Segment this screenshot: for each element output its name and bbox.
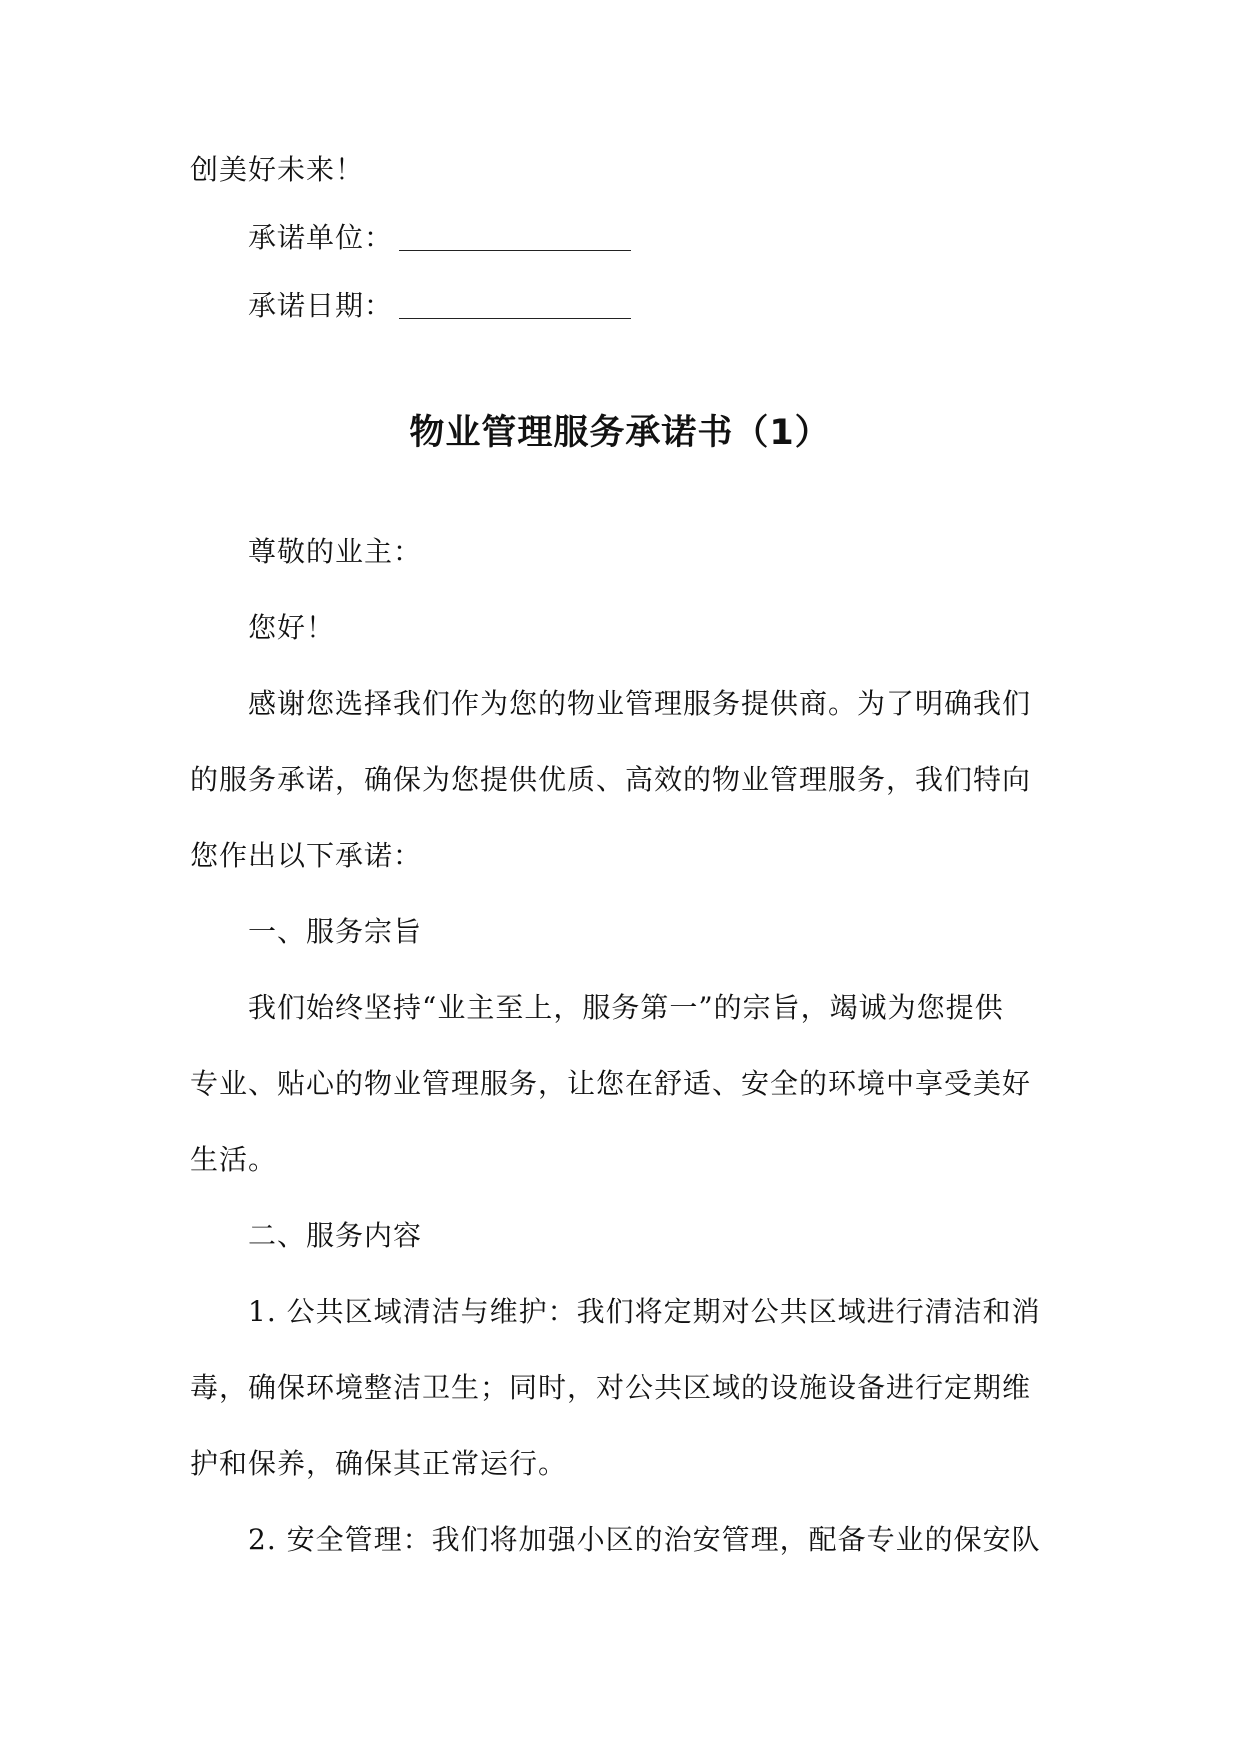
section1-line-1: 我们始终坚持“业主至上，服务第一”的宗旨，竭诚为您提供 [248, 991, 1004, 1024]
carryover-line: 创美好未来！ [190, 153, 365, 186]
signature-date-blank [399, 317, 631, 319]
section1-heading: 一、服务宗旨 [248, 915, 423, 948]
section2-item2-line-1: 2. 安全管理：我们将加强小区的治安管理，配备专业的保安队 [248, 1523, 1041, 1556]
signature-date-line [248, 286, 631, 326]
section2-item1-line-1: 1. 公共区域清洁与维护：我们将定期对公共区域进行清洁和消 [248, 1295, 1041, 1328]
document-title: 物业管理服务承诺书（1） [409, 413, 831, 453]
greeting: 您好！ [248, 611, 336, 644]
signature-date-label: 承诺日期： [248, 289, 394, 322]
intro-line-2: 的服务承诺，确保为您提供优质、高效的物业管理服务，我们特向 [190, 763, 1032, 796]
section1-line-3: 生活。 [190, 1143, 278, 1176]
section2-item1-line-2: 毒，确保环境整洁卫生；同时，对公共区域的设施设备进行定期维 [190, 1371, 1032, 1404]
intro-line-3: 您作出以下承诺： [190, 839, 423, 872]
signature-unit-blank [399, 249, 631, 251]
intro-line-1: 感谢您选择我们作为您的物业管理服务提供商。为了明确我们 [248, 687, 1032, 720]
signature-unit-label: 承诺单位： [248, 221, 394, 254]
signature-unit-line [248, 218, 631, 258]
section2-heading: 二、服务内容 [248, 1219, 423, 1252]
section1-line-2: 专业、贴心的物业管理服务，让您在舒适、安全的环境中享受美好 [190, 1067, 1032, 1100]
section2-item1-line-3: 护和保养，确保其正常运行。 [190, 1447, 568, 1480]
salutation: 尊敬的业主： [248, 535, 423, 568]
